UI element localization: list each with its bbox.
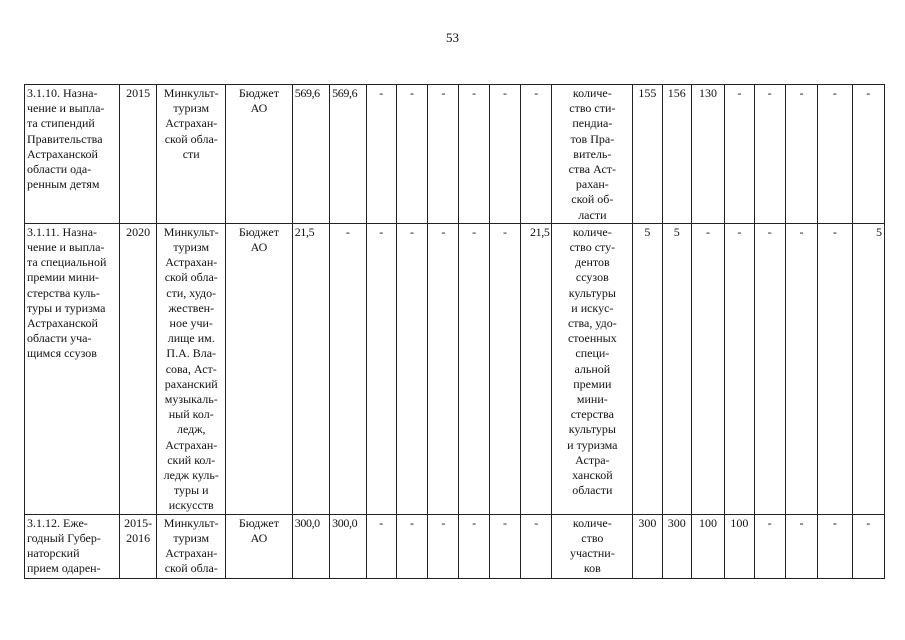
indicator-value: 100 (725, 514, 754, 578)
measure-name: 3.1.10. Назна- чение и выпла- та стипендий Правительства Астраханской области ода- ренным детям (25, 85, 120, 224)
executor-cell: Минкульт- туризм Астрахан- ской обла- сти, худо- жествен- ное учи- лище им. П.А. Вла- сова, Аст- раханский музыкаль- ный кол- ледж, Астрахан- ский кол- ледж куль- туры и искусств (157, 223, 226, 514)
table-row (25, 514, 885, 578)
indicator-value: - (785, 85, 817, 224)
indicator-value: 5 (662, 223, 691, 514)
indicator-value: 156 (662, 85, 691, 224)
indicator-cell: количе- ство сти- пендиа- тов Пра- витель- ства Аст- рахан- ской об- ласти (552, 85, 633, 224)
indicator-value: 5 (852, 223, 885, 514)
indicator-value: - (818, 85, 852, 224)
measure-name: 3.1.11. Назна- чение и выпла- та специальной премии мини- стерства куль- туры и туризма Астраханской области уча- щимся ссузов (25, 223, 120, 514)
indicator-value: 300 (662, 514, 691, 578)
indicator-value: - (725, 223, 754, 514)
table-row (25, 223, 885, 514)
indicator-value: - (818, 514, 852, 578)
funding-cell: - (396, 223, 427, 514)
funding-cell: 21,5 (292, 223, 329, 514)
funding-cell: - (330, 223, 366, 514)
funding-cell: - (396, 514, 427, 578)
indicator-value: - (754, 223, 785, 514)
source-cell: Бюджет АО (226, 514, 293, 578)
funding-cell: - (366, 514, 396, 578)
indicator-value: 5 (633, 223, 662, 514)
funding-cell: - (428, 85, 459, 224)
executor-cell: Минкульт- туризм Астрахан- ской обла- сти (157, 85, 226, 224)
indicator-value: - (785, 223, 817, 514)
indicator-value: - (785, 514, 817, 578)
indicator-value: - (691, 223, 724, 514)
funding-cell: - (459, 223, 489, 514)
indicator-value: 155 (633, 85, 662, 224)
funding-cell: - (428, 223, 459, 514)
funding-cell: - (521, 85, 552, 224)
indicator-value: 100 (691, 514, 724, 578)
year-cell: 2015- 2016 (119, 514, 156, 578)
funding-cell: - (489, 223, 520, 514)
funding-cell: 300,0 (292, 514, 329, 578)
funding-cell: - (489, 85, 520, 224)
indicator-value: - (754, 514, 785, 578)
source-cell: Бюджет АО (226, 223, 293, 514)
funding-cell: 21,5 (521, 223, 552, 514)
funding-cell: 569,6 (330, 85, 366, 224)
table-row (25, 85, 885, 224)
indicator-value: - (852, 514, 885, 578)
program-table (24, 84, 885, 579)
funding-cell: 569,6 (292, 85, 329, 224)
measure-name: 3.1.12. Еже- годный Губер- наторский прием одарен- (25, 514, 120, 578)
indicator-value: - (725, 85, 754, 224)
indicator-value: - (818, 223, 852, 514)
funding-cell: - (396, 85, 427, 224)
page-number: 53 (446, 30, 459, 45)
funding-cell: - (428, 514, 459, 578)
year-cell: 2020 (119, 223, 156, 514)
funding-cell: - (459, 514, 489, 578)
funding-cell: - (366, 223, 396, 514)
indicator-value: - (852, 85, 885, 224)
indicator-value: 300 (633, 514, 662, 578)
indicator-value: 130 (691, 85, 724, 224)
year-cell: 2015 (119, 85, 156, 224)
funding-cell: - (489, 514, 520, 578)
funding-cell: 300,0 (330, 514, 366, 578)
funding-cell: - (521, 514, 552, 578)
indicator-cell: количе- ство участни- ков (552, 514, 633, 578)
funding-cell: - (459, 85, 489, 224)
indicator-cell: количе- ство сту- дентов ссузов культуры и искус- ства, удо- стоенных специ- альной премии мини- стерства культуры и туризма Астра- ханской области (552, 223, 633, 514)
source-cell: Бюджет АО (226, 85, 293, 224)
executor-cell: Минкульт- туризм Астрахан- ской обла- (157, 514, 226, 578)
indicator-value: - (754, 85, 785, 224)
funding-cell: - (366, 85, 396, 224)
